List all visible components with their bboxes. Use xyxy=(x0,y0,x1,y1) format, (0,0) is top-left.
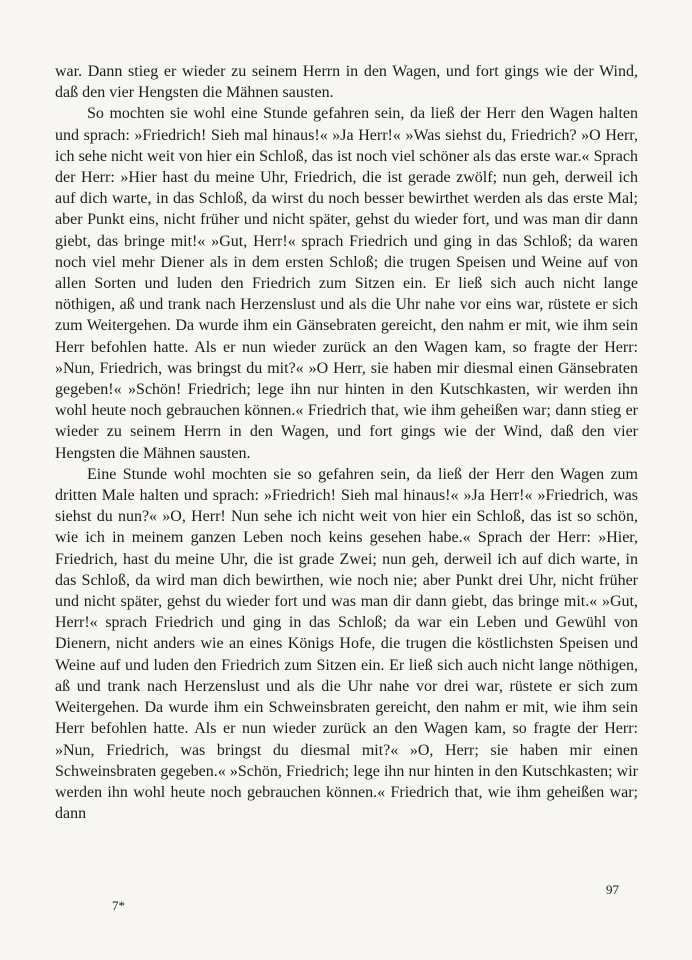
page-number: 97 xyxy=(606,882,619,897)
paragraph-1: war. Dann stieg er wieder zu seinem Herrn in den Wagen, und fort gings wie der Wind, daß den vier Hengsten die Mähnen sausten. xyxy=(55,63,638,102)
signature-mark: 7* xyxy=(112,898,125,913)
paragraph-2: So mochten sie wohl eine Stunde gefahren sein, da ließ der Herr den Wagen halten und sprach: »Friedrich! Sieh mal hinaus!« »Ja Herr!« »Was siehst du, Friedrich? »O Herr, ich sehe nicht weit von hier ein Schloß, das ist noch viel schöner als das erste war.« Sprach der Herr: »Hier hast du meine Uhr, Friedrich, die ist gerade zwölf; nun geh, derweil ich auf dich warte, in das Schloß, da wirst du noch besser bewirthet werden als das erste Mal; aber Punkt eins, nicht früher und nicht später, gehst du wieder fort, und was man dir dann giebt, das bringe mit!« »Gut, Herr!« sprach Friedrich und ging in das Schloß; da waren noch viel mehr Diener als in dem ersten Schloß; die trugen Speisen und Weine auf von allen Sorten und luden den Friedrich zum Sitzen ein. Er ließ sich auch nicht lange nöthigen, aß und trank nach Herzenslust und als die Uhr nahe vor eins war, rüstete er sich zum Weitergehen. Da wurde ihm ein Gänsebraten gereicht, den nahm er mit, wie ihm sein Herr befohlen hatte. Als er nun wieder zurück an den Wagen kam, so fragte der Herr: »Nun, Friedrich, was bringst du mit?« »O Herr, sie haben mir diesmal einen Gänsebraten gegeben!« »Schön! Friedrich; lege ihn nur hinten in den Kutschkasten, wir werden ihn wohl heute noch gebrauchen können.« Friedrich that, wie ihm geheißen war; dann stieg er wieder zu seinem Herrn in den Wagen, und fort gings wie der Wind, daß den vier Hengsten die Mähnen sausten. xyxy=(55,105,638,462)
paragraph-3: Eine Stunde wohl mochten sie so gefahren sein, da ließ der Herr den Wagen zum dritten Male halten und sprach: »Friedrich! Sieh mal hinaus!« »Ja Herr!« »Friedrich, was siehst du nun?« »O, Herr! Nun sehe ich nicht weit von hier ein Schloß, das ist so schön, wie ich in meinem ganzen Leben noch keins gesehen habe.« Sprach der Herr: »Hier, Friedrich, hast du meine Uhr, die ist grade Zwei; nun geh, derweil ich auf dich warte, in das Schloß, da wird man dich bewirthen, wie noch nie; aber Punkt drei Uhr, nicht früher und nicht später, gehst du wieder fort und was man dir dann giebt, das bringe mit.« »Gut, Herr!« sprach Friedrich und ging in das Schloß; da war ein Leben und Gewühl von Dienern, nicht anders wie an eines Königs Hofe, die trugen die köstlichsten Speisen und Weine auf und luden den Friedrich zum Sitzen ein. Er ließ sich auch nicht lange nöthigen, aß und trank nach Herzenslust und als die Uhr nahe vor drei war, rüstete er sich zum Weitergehen. Da wurde ihm ein Schweinsbraten gereicht, den nahm er mit, wie ihm sein Herr befohlen hatte. Als er nun wieder zurück an den Wagen kam, so fragte der Herr: »Nun, Friedrich, was bringst du diesmal mit?« »O, Herr; sie haben mir einen Schweinsbraten gegeben.« »Schön, Friedrich; lege ihn nur hinten in den Kutschkasten; wir werden ihn wohl heute noch gebrauchen können.« Friedrich that, wie ihm geheißen war; dann xyxy=(55,465,638,823)
body-text xyxy=(55,61,638,824)
